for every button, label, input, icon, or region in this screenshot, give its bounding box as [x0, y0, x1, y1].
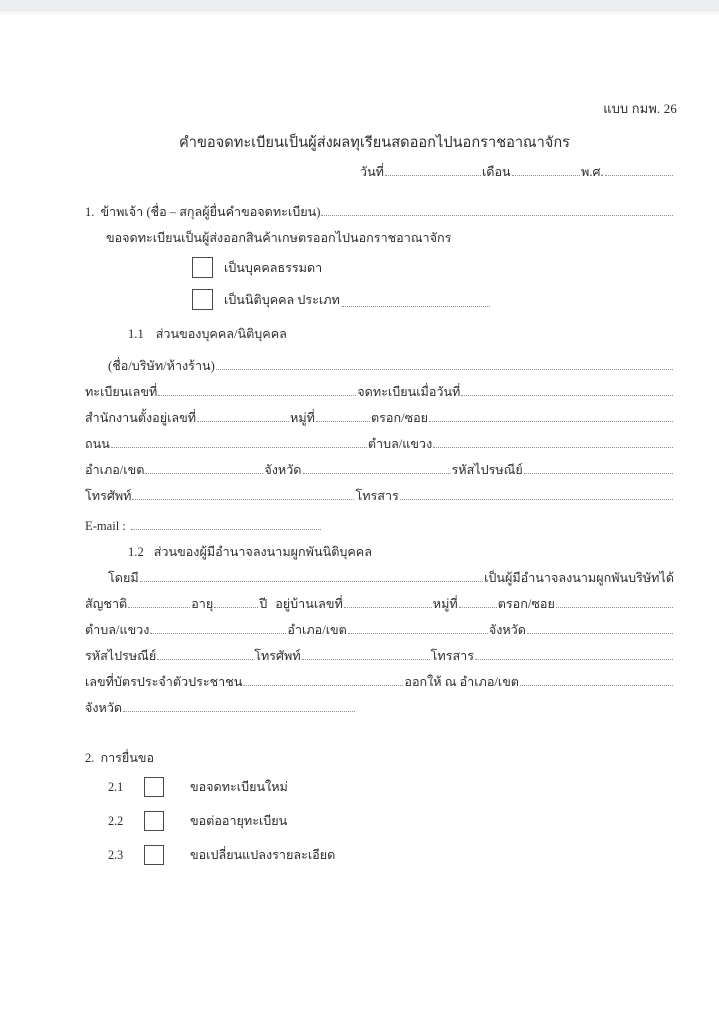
date-day-input[interactable]	[385, 175, 481, 176]
person-phone-input[interactable]	[302, 659, 430, 660]
id-card-label: เลขที่บัตรประจำตัวประชาชน	[85, 675, 243, 689]
person-phone-label: โทรศัพท์	[254, 649, 301, 663]
date-year-input[interactable]	[605, 175, 673, 176]
section1-2-heading: ส่วนของผู้มีอำนาจลงนามผูกพันนิติบุคคล	[153, 545, 372, 559]
person-postcode-line	[85, 649, 674, 663]
office-soi-label: ตรอก/ซอย	[370, 411, 429, 425]
office-moo-label: หมู่ที่	[290, 411, 315, 425]
authorized-by-suffix: เป็นผู้มีอำนาจลงนามผูกพันบริษัทได้	[484, 571, 674, 585]
road-input[interactable]	[111, 447, 367, 448]
section2-heading: การยื่นขอ	[100, 751, 155, 765]
person-fax-input[interactable]	[475, 659, 673, 660]
checkbox-row-juristic-person[interactable]	[192, 289, 491, 310]
province-input[interactable]	[303, 473, 451, 474]
checkbox-new-registration[interactable]	[144, 777, 164, 797]
juristic-type-input[interactable]	[342, 306, 490, 307]
page-title: คำขอจดทะเบียนเป็นผู้ส่งผลทุเรียนสดออกไปนอกราชอาณาจักร	[178, 135, 571, 151]
request-option-renew-number: 2.2	[108, 813, 124, 828]
form-code-label: แบบ กมพ. 26	[603, 102, 677, 116]
registration-date-input[interactable]	[461, 395, 673, 396]
checkbox-natural-person-label: เป็นบุคคลธรรมดา	[224, 260, 323, 275]
registration-date-label: จดทะเบียนเมื่อวันที่	[357, 385, 461, 399]
office-address-line	[85, 411, 674, 425]
company-name-input[interactable]	[216, 369, 673, 370]
id-issued-at-label: ออกให้ ณ อำเภอ/เขต	[404, 675, 519, 689]
id-card-input[interactable]	[243, 685, 403, 686]
checkbox-natural-person[interactable]	[192, 257, 213, 278]
id-issued-at-input[interactable]	[520, 685, 673, 686]
phone-input[interactable]	[132, 499, 354, 500]
person-fax-label: โทรสาร	[430, 649, 475, 663]
id-card-line	[85, 675, 674, 689]
registration-line	[85, 385, 674, 399]
fax-input[interactable]	[400, 499, 673, 500]
section1-number: 1.	[85, 205, 95, 219]
request-option-amend-number: 2.3	[108, 847, 124, 862]
house-no-label: อยู่บ้านเลขที่	[275, 597, 343, 611]
postcode-label: รหัสไปรษณีย์	[451, 463, 523, 477]
date-day-label: วันที่	[360, 165, 384, 179]
email-label: E-mail :	[85, 519, 126, 533]
phone-label: โทรศัพท์	[85, 489, 132, 503]
age-unit-label: ปี	[259, 597, 268, 611]
date-month-input[interactable]	[512, 175, 580, 176]
nationality-label: สัญชาติ	[85, 597, 128, 611]
person-subdistrict-label: ตำบล/แขวง	[85, 623, 150, 637]
registration-no-input[interactable]	[158, 395, 356, 396]
declarant-line	[85, 205, 674, 219]
id-province-line	[85, 701, 356, 715]
date-year-label: พ.ศ.	[581, 165, 604, 179]
district-label: อำเภอ/เขต	[85, 463, 145, 477]
id-province-label: จังหวัด	[85, 701, 123, 715]
office-no-input[interactable]	[197, 421, 289, 422]
subdistrict-label: ตำบล/แขวง	[367, 437, 433, 451]
request-option-new-number: 2.1	[108, 779, 124, 794]
browser-chrome-band	[0, 0, 719, 11]
declarant-input[interactable]	[321, 215, 673, 216]
person-province-input[interactable]	[527, 633, 673, 634]
person-district-input[interactable]	[348, 633, 488, 634]
company-name-line	[108, 359, 674, 373]
checkbox-row-natural-person[interactable]	[192, 257, 322, 278]
phone-fax-line	[85, 489, 674, 503]
person-subdistrict-line	[85, 623, 674, 637]
age-input[interactable]	[214, 607, 258, 608]
person-postcode-input[interactable]	[157, 659, 253, 660]
request-option-new-label: ขอจดทะเบียนใหม่	[190, 780, 288, 794]
declarant-label: ข้าพเจ้า (ชื่อ – สกุลผู้ยื่นคำขอจดทะเบียน)	[100, 205, 321, 219]
id-province-input[interactable]	[123, 711, 355, 712]
nationality-input[interactable]	[128, 607, 190, 608]
nationality-line	[85, 597, 674, 611]
person-subdistrict-input[interactable]	[150, 633, 286, 634]
district-input[interactable]	[145, 473, 263, 474]
section1-1-heading-row	[128, 327, 287, 341]
authorized-signatory-line	[108, 571, 674, 585]
authorized-by-input[interactable]	[140, 581, 483, 582]
road-label: ถนน	[85, 437, 110, 451]
company-name-label: (ชื่อ/บริษัท/ห้างร้าน)	[108, 359, 215, 373]
section2-number: 2.	[85, 751, 95, 765]
section1-1-heading: ส่วนของบุคคล/นิติบุคคล	[155, 327, 287, 341]
subdistrict-input[interactable]	[433, 447, 673, 448]
checkbox-renew-registration[interactable]	[144, 811, 164, 831]
person-moo-input[interactable]	[459, 607, 497, 608]
registration-no-label: ทะเบียนเลขที่	[85, 385, 158, 399]
office-soi-input[interactable]	[429, 421, 673, 422]
authorized-by-label: โดยมี	[108, 571, 139, 585]
fax-label: โทรสาร	[355, 489, 399, 503]
request-statement	[106, 231, 451, 245]
person-moo-label: หมู่ที่	[432, 597, 458, 611]
checkbox-juristic-person[interactable]	[192, 289, 213, 310]
request-option-renew[interactable]	[108, 811, 287, 831]
house-no-input[interactable]	[344, 607, 432, 608]
section2-heading-row	[85, 751, 154, 765]
checkbox-amend-details[interactable]	[144, 845, 164, 865]
form-page-sheet	[0, 14, 719, 1024]
person-soi-input[interactable]	[556, 607, 673, 608]
person-postcode-label: รหัสไปรษณีย์	[85, 649, 157, 663]
office-moo-input[interactable]	[316, 421, 370, 422]
section1-2-number: 1.2	[128, 545, 144, 559]
checkbox-juristic-person-label: เป็นนิติบุคคล ประเภท	[224, 292, 340, 307]
office-no-label: สำนักงานตั้งอยู่เลขที่	[85, 411, 197, 425]
request-option-new[interactable]	[108, 777, 288, 797]
request-option-amend-label: ขอเปลี่ยนแปลงรายละเอียด	[190, 848, 336, 862]
province-label: จังหวัด	[264, 463, 302, 477]
request-option-renew-label: ขอต่ออายุทะเบียน	[190, 814, 288, 828]
section1-2-heading-row	[128, 545, 372, 559]
request-statement-text: ขอจดทะเบียนเป็นผู้ส่งออกสินค้าเกษตรออกไปนอกราชอาณาจักร	[106, 231, 452, 245]
person-district-label: อำเภอ/เขต	[287, 623, 347, 637]
email-input[interactable]	[131, 529, 321, 530]
request-option-amend[interactable]	[108, 845, 335, 865]
person-province-label: จังหวัด	[488, 623, 526, 637]
postcode-input[interactable]	[524, 473, 673, 474]
date-month-label: เดือน	[481, 165, 511, 179]
district-province-line	[85, 463, 674, 477]
date-line	[360, 165, 674, 179]
section1-1-number: 1.1	[128, 327, 144, 341]
road-subdistrict-line	[85, 437, 674, 451]
age-label: อายุ	[191, 597, 214, 611]
person-soi-label: ตรอก/ซอย	[497, 597, 555, 611]
email-line	[85, 519, 322, 533]
